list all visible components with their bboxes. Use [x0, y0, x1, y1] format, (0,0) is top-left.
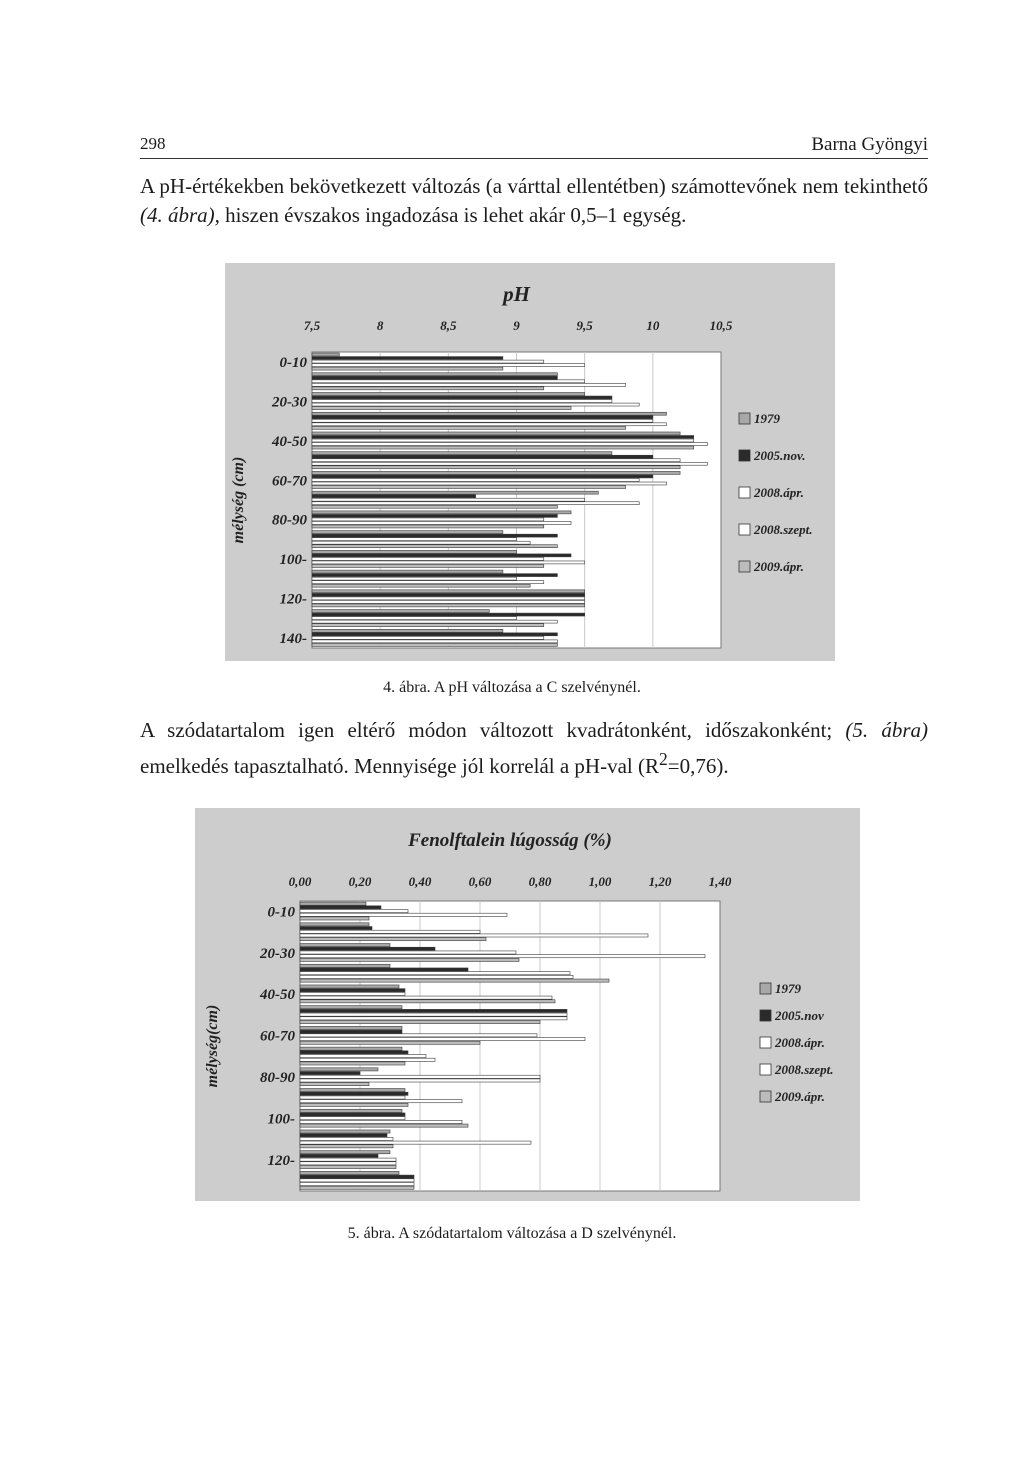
x-tick-label: 0,80	[528, 874, 552, 889]
bar	[300, 910, 408, 913]
y-category-label: 60-70	[260, 1028, 295, 1045]
bar	[312, 373, 557, 376]
bar	[300, 955, 705, 958]
bar	[312, 439, 694, 442]
bar	[312, 443, 707, 446]
bar	[312, 383, 626, 386]
y-category-label: 40-50	[272, 433, 307, 450]
bar	[300, 906, 381, 909]
bar	[312, 360, 544, 363]
bar	[312, 570, 503, 573]
bar	[300, 917, 369, 920]
bar	[312, 491, 598, 494]
y-category-label: 140-	[279, 631, 307, 648]
bar	[312, 521, 571, 524]
bar	[300, 1092, 408, 1095]
y-category-label: 60-70	[272, 473, 307, 490]
bar	[300, 1162, 396, 1165]
bar	[312, 446, 694, 449]
paragraph-soda	[140, 716, 928, 781]
bar	[312, 593, 585, 596]
running-header	[140, 130, 928, 159]
legend-label: 2008.ápr.	[775, 1035, 825, 1050]
author-name: Barna Gyöngyi	[811, 134, 928, 155]
bar	[312, 471, 680, 474]
bar	[300, 979, 609, 982]
bar	[300, 1103, 408, 1106]
y-category-label: 100-	[267, 1111, 295, 1128]
bar	[300, 996, 552, 999]
bar	[312, 462, 707, 465]
superscript: 2	[658, 749, 668, 769]
legend-swatch	[739, 524, 750, 535]
bar	[300, 1026, 402, 1029]
bar	[300, 975, 573, 978]
bar	[312, 502, 639, 505]
bar	[312, 367, 503, 370]
legend-label: 2005.nov	[775, 1008, 824, 1023]
chart-title: pH	[503, 282, 530, 306]
alkalinity-bar-chart	[195, 808, 860, 1201]
bar	[300, 1030, 402, 1033]
x-tick-label: 0,60	[468, 874, 492, 889]
bar	[312, 633, 557, 636]
bar	[300, 902, 366, 905]
bar	[300, 923, 369, 926]
figure-reference: (5. ábra)	[845, 718, 928, 742]
bar	[312, 432, 680, 435]
bar	[312, 475, 653, 478]
bar	[300, 1141, 531, 1144]
bar	[312, 561, 585, 564]
bar	[300, 1041, 480, 1044]
bar	[300, 1017, 567, 1020]
chart-title: Fenolftalein lúgosság (%)	[408, 830, 612, 851]
legend-label: 2008.szept.	[775, 1062, 834, 1077]
bar	[312, 455, 653, 458]
bar	[300, 968, 468, 971]
bar	[300, 1109, 402, 1112]
bar	[300, 992, 405, 995]
bar	[312, 534, 557, 537]
bar	[312, 617, 517, 620]
bar	[300, 1072, 360, 1075]
bar	[300, 1100, 462, 1103]
bar	[300, 1047, 402, 1050]
bar	[300, 947, 435, 950]
bar	[300, 913, 507, 916]
y-category-label: 80-90	[272, 512, 307, 529]
bar	[300, 1020, 540, 1023]
bar	[300, 1068, 378, 1071]
x-tick-label: 8,5	[440, 318, 457, 333]
bar	[312, 541, 530, 544]
bar	[312, 396, 612, 399]
x-tick-label: 0,00	[288, 874, 312, 889]
legend-label: 2008.szept.	[754, 522, 813, 537]
bar	[300, 1089, 405, 1092]
bar	[300, 1145, 393, 1148]
bar	[300, 1182, 414, 1185]
bar	[300, 1113, 405, 1116]
bar	[312, 426, 626, 429]
bar	[300, 1075, 540, 1078]
bar	[312, 545, 557, 548]
bar	[312, 419, 653, 422]
x-tick-label: 7,5	[303, 318, 321, 333]
bar	[312, 436, 694, 439]
y-axis-title: mélység(cm)	[204, 1004, 221, 1088]
x-tick-label: 1,20	[648, 874, 672, 889]
bar	[312, 452, 612, 455]
bar	[300, 1083, 369, 1086]
bar	[312, 574, 557, 577]
bar	[300, 1009, 567, 1012]
paragraph-text: =0,76).	[667, 754, 729, 778]
bar	[300, 1171, 399, 1174]
bar	[300, 951, 516, 954]
figure-alkalinity-chart	[195, 808, 860, 1201]
ph-bar-chart	[225, 263, 835, 661]
legend-swatch	[739, 413, 750, 424]
figure-reference: (4. ábra),	[140, 203, 220, 227]
bar	[300, 1058, 435, 1061]
paragraph-text: hiszen évszakos ingadozása is lehet akár 0,5–1 egység.	[219, 203, 687, 227]
bar	[312, 479, 639, 482]
bar	[312, 581, 544, 584]
bar	[300, 1062, 405, 1065]
bar	[300, 938, 486, 941]
legend-swatch	[760, 1091, 771, 1102]
x-tick-label: 0,40	[408, 874, 432, 889]
bar	[312, 550, 517, 553]
bar	[300, 1055, 426, 1058]
bar	[312, 380, 585, 383]
bar	[312, 357, 503, 360]
x-tick-label: 9,5	[576, 318, 593, 333]
bar	[300, 1120, 462, 1123]
bar	[312, 636, 544, 639]
legend-swatch	[739, 450, 750, 461]
bar	[300, 1096, 405, 1099]
legend-swatch	[760, 1037, 771, 1048]
bar	[312, 577, 517, 580]
bar	[312, 590, 585, 593]
bar	[300, 964, 390, 967]
legend-swatch	[760, 1064, 771, 1075]
bar	[312, 412, 666, 415]
bar	[312, 393, 585, 396]
bar	[312, 624, 544, 627]
bar	[312, 376, 557, 379]
y-category-label: 100-	[279, 552, 307, 569]
legend-swatch	[739, 561, 750, 572]
y-category-label: 120-	[279, 591, 307, 608]
bar	[300, 1158, 396, 1161]
legend-swatch	[760, 983, 771, 994]
bar	[300, 1165, 396, 1168]
bar	[312, 584, 530, 587]
figure-caption: 5. ábra. A szódatartalom változása a D szelvénynél.	[347, 1225, 677, 1242]
bar	[312, 400, 612, 403]
y-category-label: 0-10	[267, 904, 295, 921]
legend-label: 2009.ápr.	[754, 559, 804, 574]
bar	[300, 930, 480, 933]
y-axis-title: mélység (cm)	[230, 456, 247, 544]
bar	[312, 482, 666, 485]
y-category-label: 20-30	[272, 394, 307, 411]
figure-caption: 4. ábra. A pH változása a C szelvénynél.	[383, 679, 641, 696]
bar	[312, 495, 476, 498]
paragraph-text: A szódatartalom igen eltérő módon változott kvadrátonként, időszakonként;	[140, 718, 846, 742]
bar	[312, 640, 557, 643]
bar	[312, 407, 571, 410]
bar	[312, 613, 585, 616]
legend-label: 2005.nov.	[754, 448, 806, 463]
bar	[312, 554, 571, 557]
bar	[300, 1137, 393, 1140]
bar	[312, 518, 544, 521]
bar	[312, 557, 544, 560]
x-tick-label: 9	[513, 318, 520, 333]
bar	[300, 944, 390, 947]
bar	[300, 1186, 414, 1189]
bar	[312, 505, 557, 508]
bar	[300, 1006, 402, 1009]
bar	[312, 498, 585, 501]
legend-label: 1979	[754, 411, 780, 426]
figure-ph-chart	[225, 263, 835, 661]
bar	[300, 1154, 378, 1157]
y-category-label: 0-10	[279, 354, 307, 371]
bar	[312, 629, 503, 632]
bar	[300, 1079, 540, 1082]
bar	[300, 958, 519, 961]
x-tick-label: 0,20	[348, 874, 372, 889]
bar	[300, 1037, 585, 1040]
paragraph-ph	[140, 172, 928, 230]
x-tick-label: 1,00	[588, 874, 612, 889]
legend-label: 2008.ápr.	[754, 485, 804, 500]
bar	[312, 403, 639, 406]
bar	[300, 934, 648, 937]
bar	[300, 1013, 567, 1016]
paragraph-text: emelkedés tapasztalható. Mennyisége jól korrelál a pH-val (R	[140, 754, 659, 778]
bar	[312, 531, 503, 534]
y-category-label: 20-30	[260, 945, 295, 962]
x-tick-label: 10,5	[709, 318, 733, 333]
bar	[312, 564, 544, 567]
bar	[312, 610, 489, 613]
bar	[312, 364, 585, 367]
page-number: 298	[140, 134, 166, 153]
paragraph-text: A pH-értékekben bekövetkezett változás (a várttal ellentétben) számottevőnek nem tekinthető	[140, 174, 928, 198]
legend-label: 2009.ápr.	[775, 1089, 825, 1104]
bar	[312, 353, 339, 356]
y-category-label: 80-90	[260, 1070, 295, 1087]
bar	[300, 1000, 555, 1003]
bar	[312, 514, 557, 517]
bar	[312, 416, 653, 419]
bar	[312, 597, 585, 600]
bar	[300, 972, 570, 975]
bar	[300, 1134, 387, 1137]
bar	[300, 989, 405, 992]
x-tick-label: 10	[646, 318, 660, 333]
bar	[300, 1117, 405, 1120]
bar	[300, 985, 399, 988]
x-tick-label: 8	[376, 318, 384, 333]
bar	[312, 486, 626, 489]
bar	[312, 525, 544, 528]
bar	[300, 1151, 390, 1154]
bar	[312, 459, 680, 462]
legend-swatch	[739, 487, 750, 498]
bar	[300, 1051, 408, 1054]
bar	[312, 387, 544, 390]
bar	[312, 643, 557, 646]
bar	[300, 1130, 390, 1133]
legend-swatch	[760, 1010, 771, 1021]
bar	[300, 1124, 468, 1127]
bar	[300, 1179, 414, 1182]
legend-label: 1979	[775, 981, 801, 996]
y-category-label: 120-	[267, 1152, 295, 1169]
bar	[300, 1175, 414, 1178]
bar	[312, 538, 517, 541]
bar	[312, 604, 585, 607]
bar	[312, 466, 680, 469]
bar	[300, 927, 372, 930]
bar	[312, 511, 571, 514]
bar	[312, 620, 557, 623]
bar	[312, 600, 585, 603]
x-tick-label: 1,40	[708, 874, 732, 889]
bar	[300, 1034, 537, 1037]
y-category-label: 40-50	[260, 987, 295, 1004]
bar	[312, 423, 666, 426]
